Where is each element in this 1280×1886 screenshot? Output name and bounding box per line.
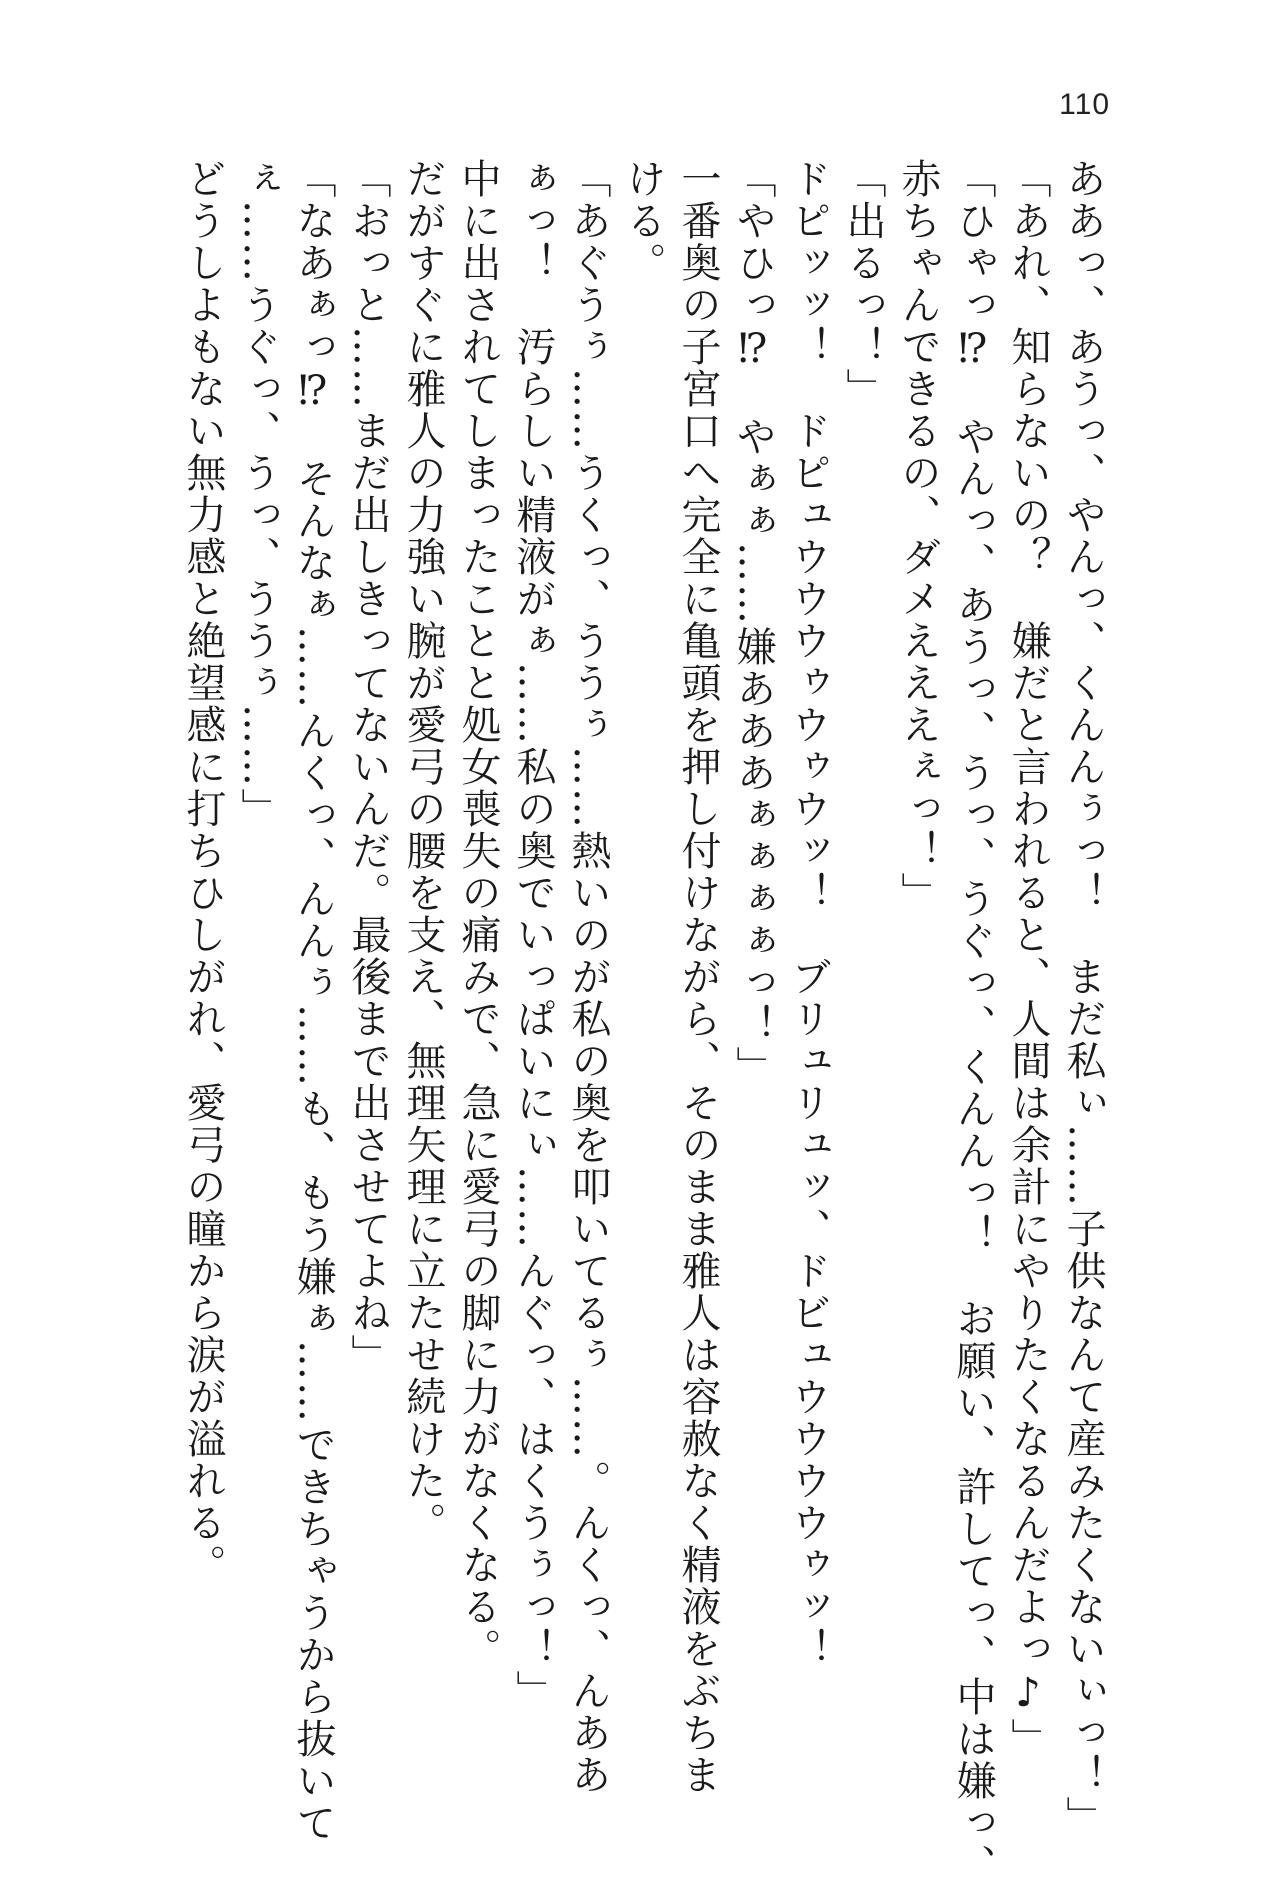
- text-line: だがすぐに雅人の力強い腕が愛弓の腰を支え、無理矢理に立たせ続けた。: [400, 158, 446, 1544]
- text-line: 「あぐうぅ……うくっ、ううぅ……熱いのが私の奥を叩いてるぅ……。んくっ、んああ: [565, 158, 611, 1796]
- text-line: 「おっと……まだ出しきってないんだ。最後まで出させてよね」: [345, 158, 391, 1376]
- text-line: ぁっ！ 汚らしい精液がぁ……私の奥でいっぱいにぃ……んぐっ、はくうぅっ！」: [510, 158, 556, 1712]
- page-number: 110: [1059, 88, 1110, 121]
- text-line: ける。: [620, 158, 666, 284]
- text-line: ドピッッ！ ドピュウウウゥウゥウッ！ ブリュリュッ、ドビュウウウウゥッ！: [785, 158, 831, 1670]
- text-line: 「出るっ！」: [840, 158, 886, 410]
- text-line: どうしよもない無力感と絶望感に打ちひしがれ、愛弓の瞳から涙が溢れる。: [180, 158, 226, 1586]
- text-line: ぇ……うぐっ、うっ、ううぅ……」: [235, 158, 281, 830]
- text-line: 一番奥の子宮口へ完全に亀頭を押し付けながら、そのまま雅人は容赦なく精液をぶちま: [675, 158, 721, 1796]
- text-line: 「あれ、知らないの？ 嫌だと言われると、人間は余計にやりたくなるんだよっ♪」: [1005, 158, 1051, 1760]
- text-line: 赤ちゃんできるの、ダメえええぇっ！」: [895, 158, 941, 914]
- text-line: 「ひゃっ⁉ やんっ、あうっ、うっ、うぐっ、くんんっ！ お願い、許してっ、中は嫌っ、: [950, 158, 996, 1886]
- text-line: 「やひっ⁉ やぁぁ……嫌あああぁぁぁぁっ！」: [730, 158, 776, 1088]
- text-line: 「なあぁっ⁉ そんなぁ……んくっ、んんぅ……も、もう嫌ぁ……できちゃうから抜いて: [290, 158, 336, 1844]
- body-text: [175, 158, 1110, 1886]
- text-line: 中に出されてしまったことと処女喪失の痛みで、急に愛弓の脚に力がなくなる。: [455, 158, 501, 1670]
- text-line: ああっ、あうっ、やんっ、くんんぅっ！ まだ私ぃ……子供なんて産みたくないぃっ！」: [1060, 158, 1106, 1838]
